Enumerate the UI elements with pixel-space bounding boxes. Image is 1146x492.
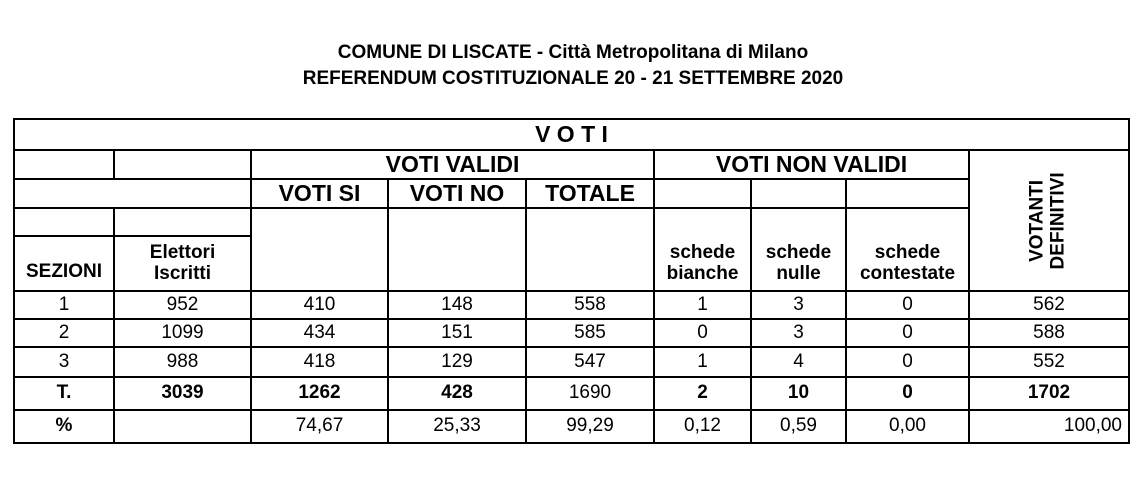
cell-totale: 558 (574, 293, 606, 315)
column-header-elettori-line1: Elettori (149, 241, 216, 263)
cell-si: 418 (303, 350, 336, 372)
column-header-votanti (970, 151, 1128, 290)
cell-contestate: 0 (902, 350, 913, 372)
cell-pct-no: 25,33 (433, 415, 481, 437)
cell-total-contestate: 0 (902, 382, 913, 404)
cell-total-elettori: 3039 (161, 382, 204, 404)
cell-bianche: 1 (697, 293, 708, 315)
column-header-contestate (847, 237, 968, 290)
cell-no: 129 (441, 350, 473, 372)
column-header-si: VOTI SI (278, 179, 361, 206)
column-header-bianche (655, 237, 750, 290)
cell-elettori: 952 (166, 293, 199, 315)
cell-total-bianche: 2 (697, 382, 708, 404)
cell-bianche: 1 (697, 350, 708, 372)
cell-si: 434 (303, 321, 336, 343)
cell-nulle: 3 (793, 321, 804, 343)
cell-nulle: 4 (793, 350, 804, 372)
cell-total-label: T. (56, 382, 72, 404)
column-header-no: VOTI NO (409, 179, 505, 206)
column-header-nulle-line2: nulle (776, 262, 821, 284)
cell-totale: 585 (574, 321, 606, 343)
column-header-bianche-line1: schede (669, 241, 736, 263)
cell-pct-label: % (55, 415, 73, 437)
cell-pct-bianche: 0,12 (684, 415, 721, 437)
column-header-contestate-line2: contestate (859, 262, 956, 284)
cell-total-nulle: 10 (787, 382, 810, 404)
column-header-elettori (115, 237, 250, 290)
cell-totale: 547 (574, 350, 606, 372)
cell-total-no: 428 (441, 382, 473, 404)
cell-no: 151 (441, 321, 473, 343)
cell-pct-si: 74,67 (295, 415, 344, 437)
column-header-nulle (752, 237, 845, 290)
cell-pct-totale: 99,29 (566, 415, 614, 437)
cell-si: 410 (303, 293, 336, 315)
cell-total-totale: 1690 (568, 382, 612, 404)
cell-contestate: 0 (902, 293, 913, 315)
document-title: COMUNE DI LISCATE - Città Metropolitana di Milano (337, 42, 809, 63)
cell-total-votanti: 1702 (1027, 382, 1071, 404)
cell-bianche: 0 (697, 321, 708, 343)
cell-pct-votanti: 100,00 (1063, 415, 1122, 437)
table-banner: V O T I (535, 120, 608, 147)
cell-pct-contestate: 0,00 (889, 415, 926, 437)
column-header-nulle-line1: schede (765, 241, 832, 263)
cell-votanti: 562 (1033, 293, 1065, 315)
cell-sezione: 3 (58, 350, 70, 372)
group-header-valid: VOTI VALIDI (385, 150, 520, 177)
cell-elettori: 1099 (161, 321, 204, 343)
cell-votanti: 588 (1033, 321, 1065, 343)
cell-sezione: 2 (58, 321, 70, 343)
cell-pct-nulle: 0,59 (780, 415, 817, 437)
column-header-votanti-line2: DEFINITIVI (1048, 171, 1069, 270)
document-subtitle: REFERENDUM COSTITUZIONALE 20 - 21 SETTEMBRE 2020 (302, 68, 844, 89)
cell-total-si: 1262 (298, 382, 341, 404)
column-header-bianche-line2: bianche (666, 262, 739, 284)
column-header-elettori-line2: Iscritti (153, 262, 212, 284)
column-header-contestate-line1: schede (874, 241, 941, 263)
column-header-totale: TOTALE (545, 179, 635, 206)
column-header-sezioni: SEZIONI (25, 261, 102, 283)
cell-votanti: 552 (1033, 350, 1065, 372)
cell-contestate: 0 (902, 321, 913, 343)
cell-nulle: 3 (793, 293, 804, 315)
cell-no: 148 (441, 293, 473, 315)
cell-sezione: 1 (58, 293, 70, 315)
column-header-votanti-line1: VOTANTI (1027, 179, 1049, 262)
cell-elettori: 988 (166, 350, 199, 372)
group-header-invalid: VOTI NON VALIDI (715, 150, 908, 177)
